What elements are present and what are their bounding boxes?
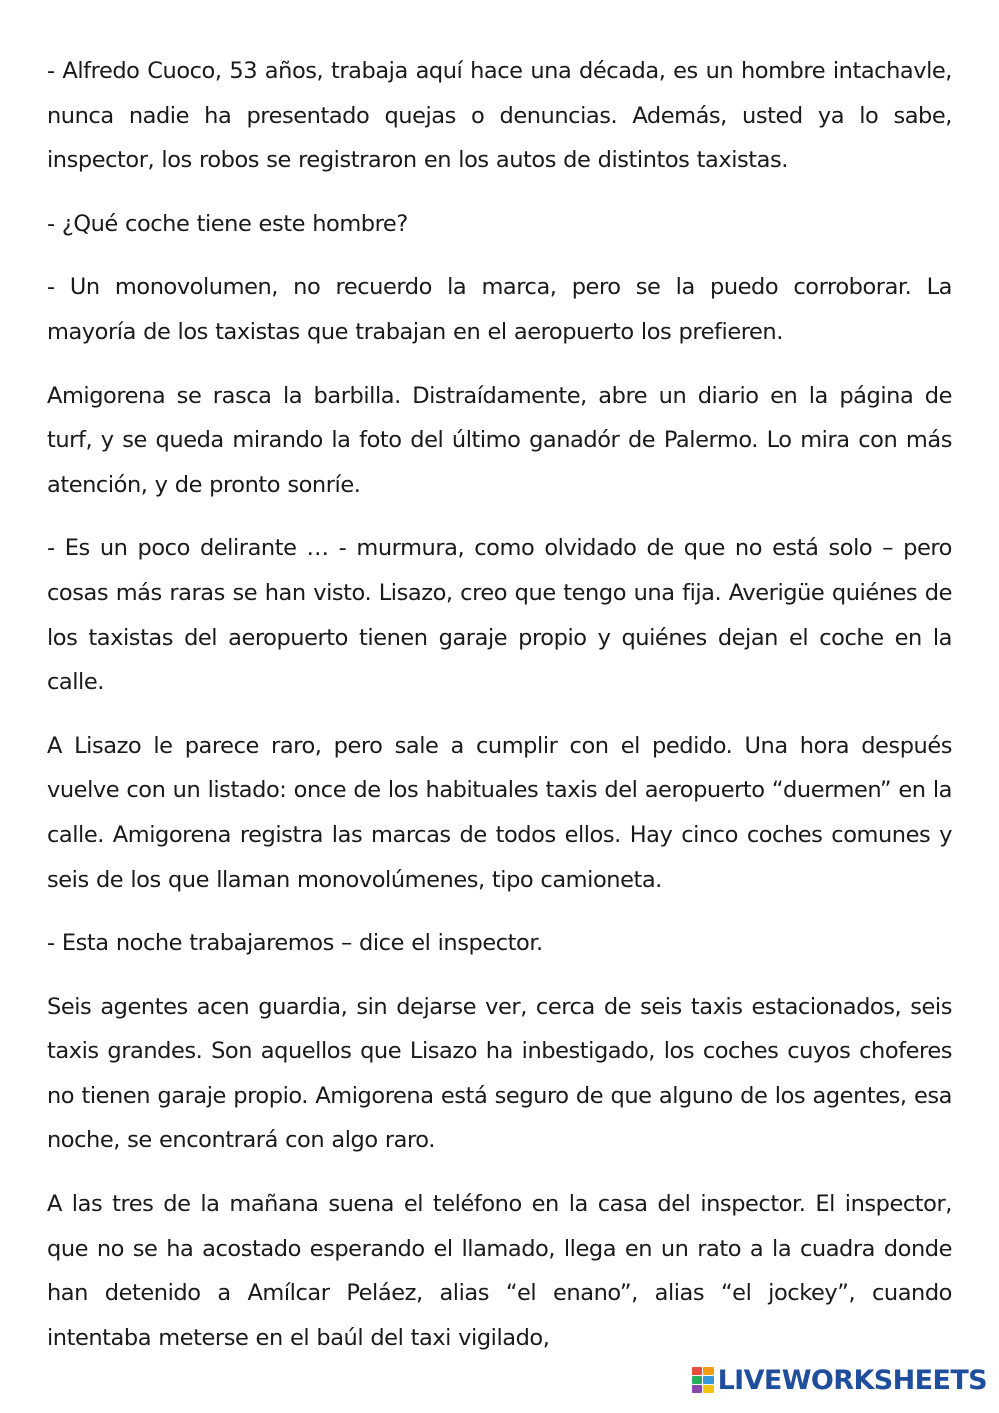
logo-tile [692, 1385, 703, 1393]
paragraph: - Esta noche trabajaremos – dice el inspector. [47, 930, 543, 957]
logo-tile [703, 1385, 714, 1393]
paragraph: Amigorena se rasca la barbilla. Distraídamente, abre un diario en la página de turf, y se queda mirando la foto del último ganadór de Palermo. Lo mira con más atención, y de pronto sonríe. [47, 382, 952, 498]
paragraph: - Es un poco delirante … - murmura, como olvidado de que no está solo – pero cosas más raras se han visto. Lisazo, creo que tengo una fija. Averigüe quiénes de los taxistas del aeropuerto tienen garaje propio y quiénes dejan el coche en la calle. [47, 535, 952, 696]
logo-text: LIVEWORKSHEETS [717, 1364, 987, 1396]
paragraph: - ¿Qué coche tiene este hombre? [47, 210, 408, 237]
paragraph: A las tres de la mañana suena el teléfono en la casa del inspector. El inspector, que no se ha acostado esperando el llamado, llega en un rato a la cuadra donde han detenido a Amílcar Peláez, alias “el enano”, alias “el jockey”, cuando intentaba meterse en el baúl del taxi vigilado, [47, 1191, 952, 1351]
paragraph: Seis agentes acen guardia, sin dejarse ver, cerca de seis taxis estacionados, seis taxis grandes. Son aquellos que Lisazo ha inbestigado, los coches cuyos choferes no tienen garaje propio. Amigorena está seguro de que alguno de los agentes, esa noche, se encontrará con algo raro. [47, 993, 952, 1154]
liveworksheets-logo-icon [692, 1367, 714, 1393]
logo-tile [703, 1376, 714, 1384]
logo-tile [703, 1367, 714, 1375]
paragraph: - Un monovolumen, no recuerdo la marca, pero se la puedo corroborar. La mayoría de los taxistas que trabajan en el aeropuerto los prefieren. [47, 274, 952, 345]
paragraph: - Alfredo Cuoco, 53 años, trabaja aquí hace una década, es un hombre intachavle, nunca nadie ha presentado quejas o denuncias. Además, usted ya lo sabe, inspector, los robos se registraron en los autos de distintos taxistas. [47, 58, 952, 174]
logo-tile [692, 1367, 703, 1375]
liveworksheets-logo[interactable] [692, 1365, 987, 1395]
logo-tile [692, 1376, 703, 1384]
paragraph: A Lisazo le parece raro, pero sale a cumplir con el pedido. Una hora después vuelve con un listado: once de los habituales taxis del aeropuerto “duermen” en la calle. Amigorena registra las marcas de todos ellos. Hay cinco coches comunes y seis de los que llaman monovolúmenes, tipo camioneta. [47, 732, 952, 893]
document-body [47, 49, 952, 1379]
